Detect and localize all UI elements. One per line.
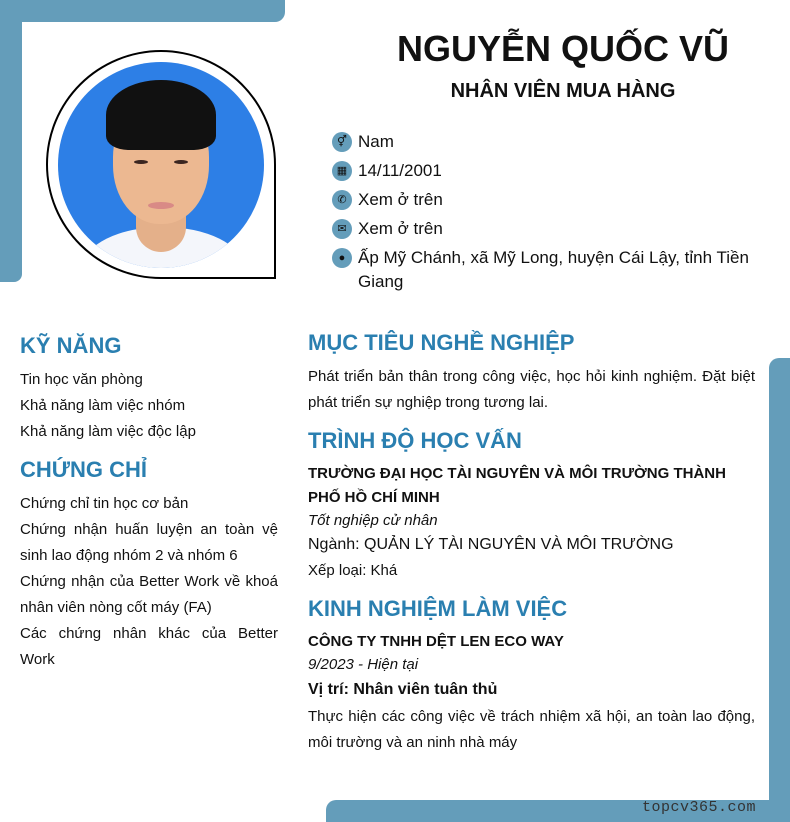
contact-phone — [332, 188, 752, 212]
education-section — [308, 428, 755, 584]
profile-photo — [58, 62, 264, 268]
degree: Tốt nghiệp cử nhân — [308, 512, 438, 529]
position: Vị trí: Nhân viên tuân thủ — [308, 681, 498, 698]
certificate-item: Chứng nhận huấn luyện an toàn vệ sinh lao động nhóm 2 và nhóm 6 — [20, 521, 278, 564]
school-name: TRƯỜNG ĐẠI HỌC TÀI NGUYÊN VÀ MÔI TRƯỜNG THÀNH PHỐ HỒ CHÍ MINH — [308, 465, 726, 506]
section-heading: KỸ NĂNG — [20, 333, 122, 358]
major: Ngành: QUẢN LÝ TÀI NGUYÊN VÀ MÔI TRƯỜNG — [308, 536, 674, 553]
certificate-item: Các chứng nhân khác của Better Work — [20, 625, 278, 668]
objective-section — [308, 330, 755, 416]
contact-email — [332, 217, 752, 241]
work-period: 9/2023 - Hiện tại — [308, 656, 419, 673]
contact-text: 14/11/2001 — [358, 161, 442, 180]
envelope-icon: ✉ — [332, 219, 352, 239]
experience-section — [308, 596, 755, 756]
contact-text: Nam — [358, 132, 394, 151]
watermark: topcv365.com — [642, 799, 757, 816]
contact-birthday — [332, 159, 752, 183]
decorative-left-bar — [0, 0, 22, 282]
contact-text: Ấp Mỹ Chánh, xã Mỹ Long, huyện Cái Lậy, tỉnh Tiền Giang — [358, 248, 749, 291]
skill-item: Khả năng làm việc độc lập — [20, 423, 196, 440]
contact-address — [332, 246, 752, 294]
contact-list — [332, 130, 752, 299]
decorative-right-bar — [769, 358, 790, 822]
candidate-name: NGUYỄN QUỐC VŨ — [396, 28, 730, 69]
gender-icon: ⚥ — [332, 132, 352, 152]
contact-text: Xem ở trên — [358, 190, 443, 209]
objective-text: Phát triển bản thân trong công việc, học hỏi kinh nghiệm. Đặt biệt phát triển sự nghiệp trong tương lai. — [308, 368, 755, 411]
skill-item: Khả năng làm việc nhóm — [20, 397, 186, 414]
company-name: CÔNG TY TNHH DỆT LEN ECO WAY — [308, 633, 564, 650]
certificate-item: Chứng nhận của Better Work về khoá nhân viên nòng cốt máy (FA) — [20, 573, 278, 616]
job-description: Thực hiện các công việc về trách nhiệm xã hội, an toàn lao động, môi trường và an ninh nhà máy — [308, 708, 755, 751]
contact-text: Xem ở trên — [358, 219, 443, 238]
calendar-icon: ▦ — [332, 161, 352, 181]
contact-gender — [332, 130, 752, 154]
skill-item: Tin học văn phòng — [20, 371, 143, 388]
skills-section — [20, 333, 278, 445]
certificates-section — [20, 457, 278, 673]
certificate-item: Chứng chỉ tin học cơ bản — [20, 495, 189, 512]
phone-icon: ✆ — [332, 190, 352, 210]
section-heading: MỤC TIÊU NGHỀ NGHIỆP — [308, 330, 575, 355]
section-heading: KINH NGHIỆM LÀM VIỆC — [308, 596, 568, 621]
section-heading: TRÌNH ĐỘ HỌC VẤN — [308, 428, 522, 453]
rank: Xếp loại: Khá — [308, 562, 398, 579]
location-pin-icon: ● — [332, 248, 352, 268]
job-title: NHÂN VIÊN MUA HÀNG — [450, 80, 676, 102]
decorative-top-bar — [0, 0, 285, 22]
section-heading: CHỨNG CHỈ — [20, 457, 148, 482]
